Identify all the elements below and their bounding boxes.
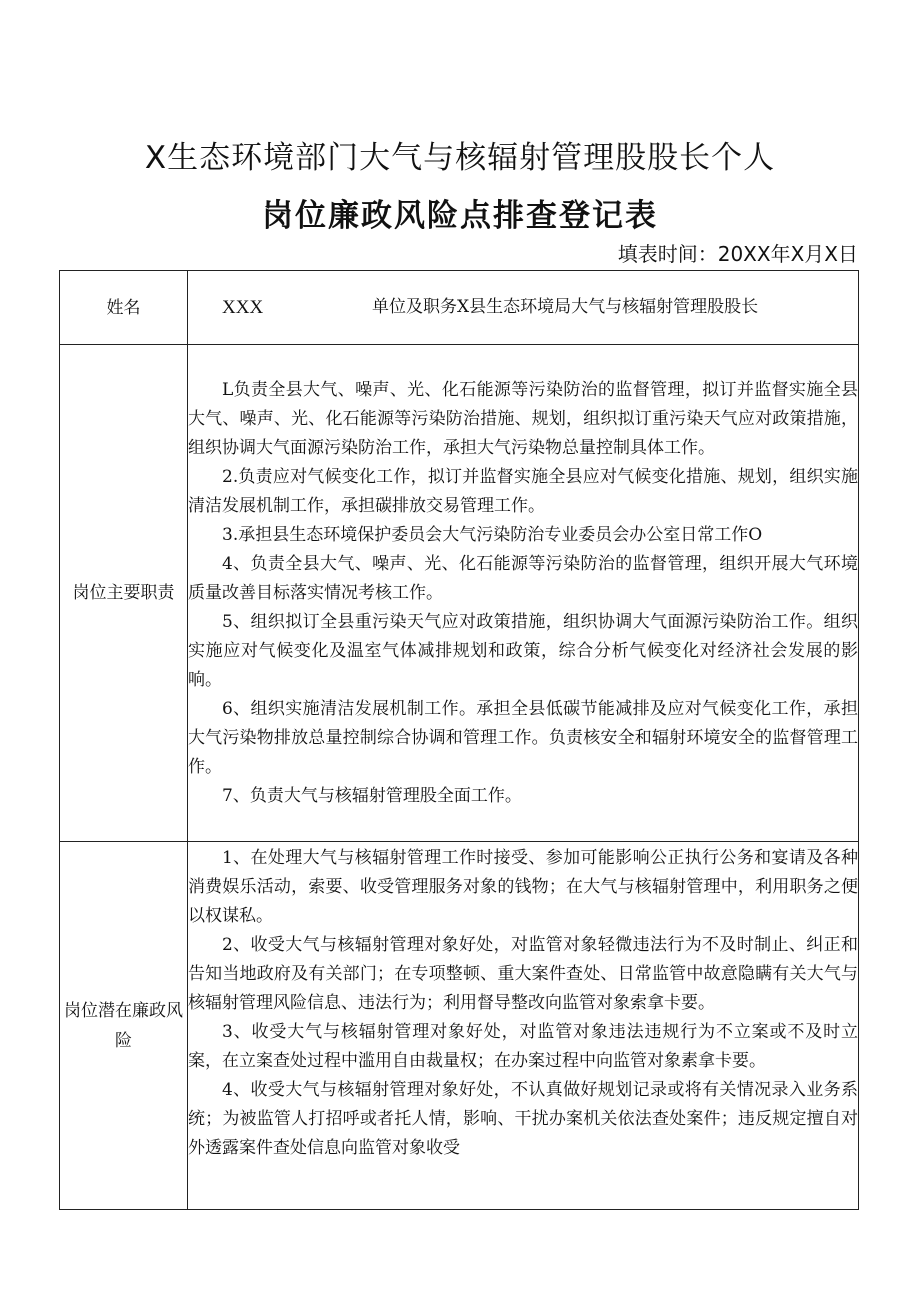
name-label: 姓名: [60, 271, 188, 345]
name-row: [60, 271, 859, 345]
risk-paragraph: 4、收受大气与核辐射管理对象好处，不认真做好规划记录或将有关情况录入业务系统；为被监管人打招呼或者托人情，影响、干扰办案机关依法查处案件；违反规定擅自对外透露案件查处信息向监管对象收受: [188, 1080, 858, 1158]
document-title-line1: X生态环境部门大气与核辐射管理股股长个人: [144, 140, 776, 176]
duty-paragraph: 4、负责全县大气、噪声、光、化石能源等污染防治的监督管理，组织开展大气环境质量改善目标落实情况考核工作。: [188, 553, 858, 603]
duty-paragraph: L负责全县大气、噪声、光、化石能源等污染防治的监督管理，拟订并监督实施全县大气、噪声、光、化石能源等污染防治措施、规划，组织拟订重污染天气应对政策措施，组织协调大气面源污染防治工作，承担大气污染物总量控制具体工作。: [188, 379, 858, 458]
duty-paragraph: 3.承担县生态环境保护委员会大气污染防治专业委员会办公室日常工作O: [222, 524, 763, 545]
name-value: XXX: [222, 297, 264, 318]
risks-label: 岗位潜在廉政风险: [60, 842, 188, 1210]
duties-label: 岗位主要职责: [60, 345, 188, 842]
risks-content: [188, 842, 859, 1210]
registration-table: [59, 270, 859, 1210]
duty-paragraph: 2.负责应对气候变化工作，拟订并监督实施全县应对气候变化措施、规划，组织实施清洁发展机制工作，承担碳排放交易管理工作。: [188, 466, 858, 516]
document-title-line2: 岗位廉政风险点排查登记表: [262, 198, 658, 234]
unit-label: 单位及职务: [372, 297, 457, 317]
unit-value: X县生态环境局大气与核辐射管理股股长: [457, 297, 759, 317]
duties-content: [188, 345, 859, 842]
risk-paragraph: 1、在处理大气与核辐射管理工作时接受、参加可能影响公正执行公务和宴请及各种消费娱乐活动，索要、收受管理服务对象的钱物；在大气与核辐射管理中，利用职务之便以权谋私。: [188, 848, 858, 926]
name-unit-cell: [188, 271, 859, 345]
duty-paragraph: 5、组织拟订全县重污染天气应对政策措施，组织协调大气面源污染防治工作。组织实施应对气候变化及温室气体减排规划和政策，综合分析气候变化对经济社会发展的影响。: [188, 611, 858, 690]
risks-row: [60, 842, 859, 1210]
duty-paragraph: 6、组织实施清洁发展机制工作。承担全县低碳节能减排及应对气候变化工作，承担大气污染物排放总量控制综合协调和管理工作。负责核安全和辐射环境安全的监督管理工作。: [188, 698, 858, 777]
duty-paragraph: 7、负责大气与核辐射管理股全面工作。: [222, 785, 522, 806]
risk-paragraph: 2、收受大气与核辐射管理对象好处，对监管对象轻微违法行为不及时制止、纠正和告知当地政府及有关部门；在专项整顿、重大案件查处、日常监管中故意隐瞒有关大气与核辐射管理风险信息、违法行为；利用督导整改向监管对象索拿卡要。: [188, 935, 858, 1013]
risk-paragraph: 3、收受大气与核辐射管理对象好处，对监管对象违法违规行为不立案或不及时立案，在立案查处过程中滥用自由裁量权；在办案过程中向监管对象素拿卡要。: [188, 1022, 858, 1071]
fill-date: 填表时间：20XX年X月X日: [617, 242, 858, 266]
duties-row: [60, 345, 859, 842]
